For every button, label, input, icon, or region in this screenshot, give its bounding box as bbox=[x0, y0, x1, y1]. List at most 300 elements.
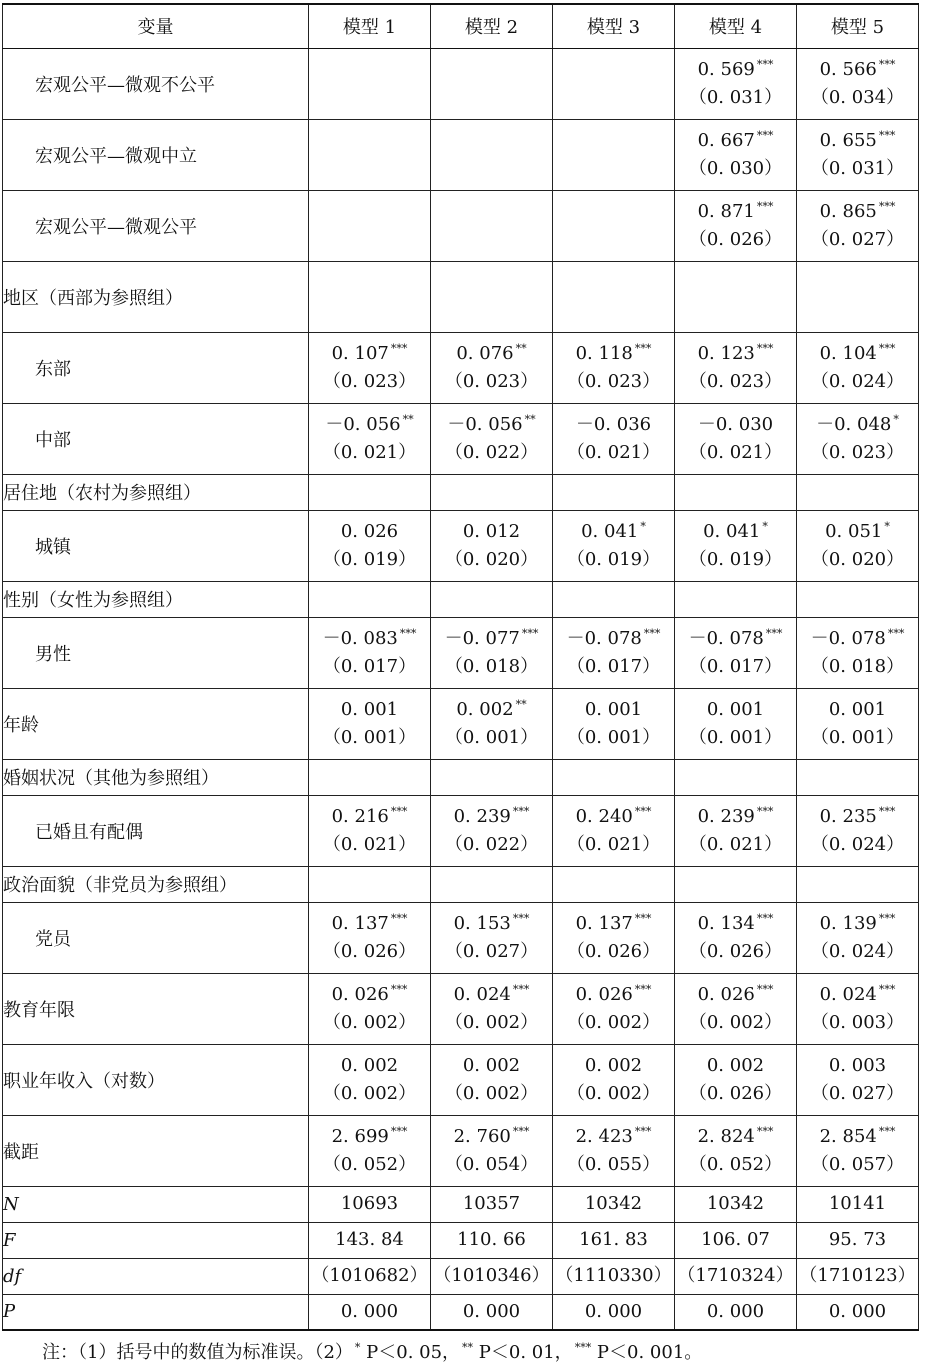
coefficient-line bbox=[675, 910, 796, 938]
coefficient: 0. 235 bbox=[819, 805, 877, 827]
standard-error: （0. 022） bbox=[444, 441, 539, 463]
coefficient-line bbox=[797, 1123, 918, 1151]
standard-error: （0. 055） bbox=[566, 1153, 661, 1175]
stat-value: 10357 bbox=[431, 1186, 553, 1222]
estimate-cell bbox=[797, 866, 919, 902]
coefficient: 0. 026 bbox=[340, 520, 399, 542]
estimate-cell bbox=[797, 1115, 919, 1186]
coefficient: 0. 239 bbox=[697, 805, 755, 827]
significance-stars: *** bbox=[390, 804, 408, 818]
note-star-1: * bbox=[354, 1341, 361, 1354]
note-prefix: 注：（1）括号中的数值为标准误。（2） bbox=[42, 1342, 353, 1363]
table-row bbox=[3, 119, 919, 190]
estimate-cell bbox=[309, 902, 431, 973]
table-row bbox=[3, 403, 919, 474]
estimate-cell bbox=[553, 119, 675, 190]
estimate-cell bbox=[797, 688, 919, 759]
coefficient: 0. 240 bbox=[575, 805, 633, 827]
significance-stars: *** bbox=[399, 626, 417, 640]
coefficient: －0. 078 bbox=[566, 627, 642, 649]
coefficient-line bbox=[431, 1052, 552, 1080]
estimate-cell bbox=[797, 581, 919, 617]
coefficient-line bbox=[553, 340, 674, 368]
standard-error: （0. 031） bbox=[810, 157, 905, 179]
estimate-cell bbox=[797, 403, 919, 474]
variable-label: 城镇 bbox=[3, 510, 309, 581]
coefficient-line bbox=[675, 1052, 796, 1080]
coefficient: 0. 003 bbox=[828, 1054, 887, 1076]
coefficient-line bbox=[675, 127, 796, 155]
estimate-cell bbox=[553, 795, 675, 866]
stat-value: 10693 bbox=[309, 1186, 431, 1222]
coefficient: 0. 012 bbox=[462, 520, 521, 542]
significance-stars: *** bbox=[634, 804, 652, 818]
coefficient: 0. 871 bbox=[697, 200, 755, 222]
estimate-cell bbox=[675, 973, 797, 1044]
estimate-cell bbox=[309, 261, 431, 332]
stat-value: 106. 07 bbox=[675, 1222, 797, 1258]
coefficient-line bbox=[431, 803, 552, 831]
standard-error: （0. 026） bbox=[322, 940, 417, 962]
coefficient-line bbox=[797, 696, 918, 724]
stat-label: P bbox=[3, 1294, 309, 1330]
stat-row bbox=[3, 1222, 919, 1258]
estimate-cell bbox=[553, 403, 675, 474]
standard-error: （0. 001） bbox=[566, 726, 661, 748]
standard-error: （0. 023） bbox=[566, 370, 661, 392]
variable-label: 宏观公平—微观不公平 bbox=[3, 48, 309, 119]
significance-stars: *** bbox=[878, 341, 896, 355]
coefficient-line bbox=[553, 411, 674, 439]
coefficient-line bbox=[309, 696, 430, 724]
significance-stars: *** bbox=[521, 626, 539, 640]
significance-stars: *** bbox=[878, 982, 896, 996]
coefficient: 0. 118 bbox=[575, 342, 633, 364]
variable-label: 婚姻状况（其他为参照组） bbox=[3, 759, 309, 795]
estimate-cell bbox=[797, 759, 919, 795]
standard-error: （0. 026） bbox=[566, 940, 661, 962]
estimate-cell bbox=[431, 1115, 553, 1186]
coefficient: 2. 824 bbox=[697, 1125, 755, 1147]
coefficient-line bbox=[675, 198, 796, 226]
standard-error: （0. 023） bbox=[688, 370, 783, 392]
standard-error: （0. 021） bbox=[688, 833, 783, 855]
estimate-cell bbox=[797, 261, 919, 332]
estimate-cell bbox=[431, 973, 553, 1044]
standard-error: （0. 022） bbox=[444, 833, 539, 855]
standard-error: （0. 021） bbox=[688, 441, 783, 463]
estimate-cell bbox=[431, 795, 553, 866]
standard-error: （0. 018） bbox=[444, 655, 539, 677]
table-row bbox=[3, 1044, 919, 1115]
significance-stars: *** bbox=[756, 128, 774, 142]
stat-value: （1710123） bbox=[797, 1258, 919, 1294]
estimate-cell bbox=[553, 759, 675, 795]
header-model-4: 模型 4 bbox=[675, 4, 797, 48]
standard-error: （0. 052） bbox=[322, 1153, 417, 1175]
stat-value: 143. 84 bbox=[309, 1222, 431, 1258]
standard-error: （0. 023） bbox=[810, 441, 905, 463]
standard-error: （0. 017） bbox=[322, 655, 417, 677]
estimate-cell bbox=[431, 261, 553, 332]
header-model-2: 模型 2 bbox=[431, 4, 553, 48]
coefficient: 0. 002 bbox=[462, 1054, 521, 1076]
significance-stars: *** bbox=[390, 341, 408, 355]
stat-value: 0. 000 bbox=[553, 1294, 675, 1330]
coefficient-line bbox=[797, 340, 918, 368]
standard-error: （0. 021） bbox=[322, 441, 417, 463]
stat-label: F bbox=[3, 1222, 309, 1258]
estimate-cell bbox=[431, 617, 553, 688]
standard-error: （0. 034） bbox=[810, 86, 905, 108]
coefficient-line bbox=[309, 803, 430, 831]
coefficient: －0. 083 bbox=[322, 627, 398, 649]
coefficient-line bbox=[675, 411, 796, 439]
estimate-cell bbox=[675, 403, 797, 474]
standard-error: （0. 017） bbox=[688, 655, 783, 677]
estimate-cell bbox=[431, 581, 553, 617]
standard-error: （0. 052） bbox=[688, 1153, 783, 1175]
coefficient: 0. 026 bbox=[575, 983, 633, 1005]
header-row bbox=[3, 4, 919, 48]
coefficient: 0. 865 bbox=[819, 200, 877, 222]
significance-stars: *** bbox=[878, 1124, 896, 1138]
stat-value: 161. 83 bbox=[553, 1222, 675, 1258]
coefficient-line bbox=[431, 411, 552, 439]
standard-error: （0. 024） bbox=[810, 833, 905, 855]
coefficient: 0. 001 bbox=[706, 698, 765, 720]
estimate-cell bbox=[431, 1044, 553, 1115]
significance-stars: ** bbox=[515, 341, 527, 355]
coefficient-line bbox=[675, 1123, 796, 1151]
estimate-cell bbox=[431, 119, 553, 190]
standard-error: （0. 002） bbox=[322, 1082, 417, 1104]
estimate-cell bbox=[675, 581, 797, 617]
standard-error: （0. 030） bbox=[688, 157, 783, 179]
coefficient: 0. 024 bbox=[819, 983, 877, 1005]
coefficient-line bbox=[553, 625, 674, 653]
standard-error: （0. 054） bbox=[444, 1153, 539, 1175]
coefficient-line bbox=[675, 803, 796, 831]
coefficient: 2. 423 bbox=[575, 1125, 633, 1147]
standard-error: （0. 002） bbox=[566, 1082, 661, 1104]
coefficient: －0. 048 bbox=[816, 413, 892, 435]
standard-error: （0. 026） bbox=[688, 1082, 783, 1104]
coefficient-line bbox=[553, 803, 674, 831]
coefficient-line bbox=[431, 1123, 552, 1151]
stat-value: 0. 000 bbox=[431, 1294, 553, 1330]
header-model-1: 模型 1 bbox=[309, 4, 431, 48]
estimate-cell bbox=[675, 261, 797, 332]
standard-error: （0. 001） bbox=[322, 726, 417, 748]
estimate-cell bbox=[675, 795, 797, 866]
variable-label: 宏观公平—微观公平 bbox=[3, 190, 309, 261]
coefficient-line bbox=[675, 518, 796, 546]
standard-error: （0. 002） bbox=[444, 1082, 539, 1104]
coefficient-line bbox=[797, 625, 918, 653]
significance-stars: *** bbox=[878, 911, 896, 925]
table-row bbox=[3, 617, 919, 688]
standard-error: （0. 027） bbox=[810, 1082, 905, 1104]
standard-error: （0. 019） bbox=[688, 548, 783, 570]
coefficient: －0. 056 bbox=[447, 413, 523, 435]
estimate-cell bbox=[797, 474, 919, 510]
standard-error: （0. 020） bbox=[444, 548, 539, 570]
stat-value: 0. 000 bbox=[309, 1294, 431, 1330]
stat-row bbox=[3, 1186, 919, 1222]
standard-error: （0. 027） bbox=[810, 228, 905, 250]
stat-row bbox=[3, 1294, 919, 1330]
estimate-cell bbox=[553, 973, 675, 1044]
stat-value: 10342 bbox=[553, 1186, 675, 1222]
coefficient-line bbox=[797, 198, 918, 226]
estimate-cell bbox=[797, 617, 919, 688]
stat-value: （1110330） bbox=[553, 1258, 675, 1294]
estimate-cell bbox=[675, 688, 797, 759]
variable-label: 年龄 bbox=[3, 688, 309, 759]
significance-stars: *** bbox=[390, 982, 408, 996]
estimate-cell bbox=[431, 688, 553, 759]
variable-label: 政治面貌（非党员为参照组） bbox=[3, 866, 309, 902]
coefficient: －0. 078 bbox=[810, 627, 886, 649]
estimate-cell bbox=[675, 119, 797, 190]
estimate-cell bbox=[431, 902, 553, 973]
estimate-cell bbox=[675, 190, 797, 261]
coefficient-line bbox=[309, 625, 430, 653]
significance-stars: *** bbox=[887, 626, 905, 640]
coefficient-line bbox=[431, 696, 552, 724]
standard-error: （0. 002） bbox=[566, 1011, 661, 1033]
variable-label: 中部 bbox=[3, 403, 309, 474]
standard-error: （0. 057） bbox=[810, 1153, 905, 1175]
significance-stars: *** bbox=[643, 626, 661, 640]
estimate-cell bbox=[431, 866, 553, 902]
significance-stars: *** bbox=[756, 341, 774, 355]
coefficient: 2. 854 bbox=[819, 1125, 877, 1147]
estimate-cell bbox=[553, 48, 675, 119]
estimate-cell bbox=[309, 474, 431, 510]
coefficient: －0. 036 bbox=[575, 413, 652, 435]
table-row bbox=[3, 48, 919, 119]
coefficient-line bbox=[675, 625, 796, 653]
table-row bbox=[3, 795, 919, 866]
estimate-cell bbox=[675, 474, 797, 510]
coefficient-line bbox=[797, 910, 918, 938]
table-row bbox=[3, 1115, 919, 1186]
coefficient: 0. 123 bbox=[697, 342, 755, 364]
group-header-row bbox=[3, 261, 919, 332]
estimate-cell bbox=[431, 474, 553, 510]
standard-error: （0. 026） bbox=[688, 228, 783, 250]
coefficient-line bbox=[797, 518, 918, 546]
standard-error: （0. 019） bbox=[322, 548, 417, 570]
coefficient-line bbox=[553, 1052, 674, 1080]
estimate-cell bbox=[797, 973, 919, 1044]
standard-error: （0. 021） bbox=[566, 833, 661, 855]
variable-label: 截距 bbox=[3, 1115, 309, 1186]
standard-error: （0. 001） bbox=[810, 726, 905, 748]
coefficient: 0. 655 bbox=[819, 129, 877, 151]
estimate-cell bbox=[431, 48, 553, 119]
coefficient-line bbox=[675, 56, 796, 84]
estimate-cell bbox=[309, 617, 431, 688]
coefficient: 0. 134 bbox=[697, 912, 755, 934]
variable-label: 宏观公平—微观中立 bbox=[3, 119, 309, 190]
estimate-cell bbox=[431, 332, 553, 403]
coefficient-line bbox=[553, 696, 674, 724]
table-body bbox=[3, 48, 919, 1330]
table-row bbox=[3, 510, 919, 581]
estimate-cell bbox=[553, 1115, 675, 1186]
stat-value: （1010682） bbox=[309, 1258, 431, 1294]
coefficient-line bbox=[309, 340, 430, 368]
significance-stars: *** bbox=[634, 1124, 652, 1138]
estimate-cell bbox=[309, 973, 431, 1044]
coefficient-line bbox=[797, 803, 918, 831]
significance-stars: *** bbox=[878, 804, 896, 818]
stat-label: df bbox=[3, 1258, 309, 1294]
coefficient: －0. 077 bbox=[444, 627, 520, 649]
header-variable: 变量 bbox=[3, 4, 309, 48]
coefficient-line bbox=[797, 1052, 918, 1080]
estimate-cell bbox=[675, 48, 797, 119]
variable-label: 职业年收入（对数） bbox=[3, 1044, 309, 1115]
estimate-cell bbox=[675, 617, 797, 688]
significance-stars: *** bbox=[756, 804, 774, 818]
estimate-cell bbox=[309, 403, 431, 474]
coefficient-line bbox=[797, 411, 918, 439]
variable-label: 东部 bbox=[3, 332, 309, 403]
coefficient-line bbox=[675, 696, 796, 724]
table-note bbox=[42, 1338, 702, 1364]
estimate-cell bbox=[309, 866, 431, 902]
coefficient: 0. 041 bbox=[703, 520, 761, 542]
table-row bbox=[3, 688, 919, 759]
estimate-cell bbox=[309, 759, 431, 795]
coefficient: 0. 569 bbox=[697, 58, 755, 80]
significance-stars: *** bbox=[634, 982, 652, 996]
estimate-cell bbox=[309, 119, 431, 190]
standard-error: （0. 020） bbox=[810, 548, 905, 570]
estimate-cell bbox=[797, 332, 919, 403]
estimate-cell bbox=[309, 1115, 431, 1186]
estimate-cell bbox=[309, 795, 431, 866]
table-row bbox=[3, 332, 919, 403]
estimate-cell bbox=[431, 510, 553, 581]
significance-stars: *** bbox=[878, 128, 896, 142]
coefficient: －0. 078 bbox=[688, 627, 764, 649]
variable-label: 性别（女性为参照组） bbox=[3, 581, 309, 617]
estimate-cell bbox=[797, 190, 919, 261]
group-header-row bbox=[3, 474, 919, 510]
coefficient: 0. 001 bbox=[828, 698, 887, 720]
significance-stars: ** bbox=[515, 697, 527, 711]
estimate-cell bbox=[309, 581, 431, 617]
variable-label: 居住地（农村为参照组） bbox=[3, 474, 309, 510]
stat-value: （1010346） bbox=[431, 1258, 553, 1294]
estimate-cell bbox=[553, 332, 675, 403]
standard-error: （0. 023） bbox=[322, 370, 417, 392]
coefficient: 0. 667 bbox=[697, 129, 755, 151]
standard-error: （0. 026） bbox=[688, 940, 783, 962]
standard-error: （0. 019） bbox=[566, 548, 661, 570]
stat-value: 95. 73 bbox=[797, 1222, 919, 1258]
standard-error: （0. 002） bbox=[322, 1011, 417, 1033]
coefficient-line bbox=[431, 910, 552, 938]
coefficient: 0. 002 bbox=[340, 1054, 399, 1076]
stat-value: 0. 000 bbox=[797, 1294, 919, 1330]
significance-stars: *** bbox=[512, 804, 530, 818]
estimate-cell bbox=[797, 1044, 919, 1115]
estimate-cell bbox=[553, 688, 675, 759]
variable-label: 党员 bbox=[3, 902, 309, 973]
standard-error: （0. 023） bbox=[444, 370, 539, 392]
coefficient: 0. 002 bbox=[584, 1054, 643, 1076]
estimate-cell bbox=[797, 119, 919, 190]
standard-error: （0. 003） bbox=[810, 1011, 905, 1033]
significance-stars: * bbox=[884, 519, 890, 533]
coefficient-line bbox=[797, 127, 918, 155]
coefficient-line bbox=[431, 625, 552, 653]
coefficient: 0. 216 bbox=[331, 805, 389, 827]
group-header-row bbox=[3, 581, 919, 617]
standard-error: （0. 018） bbox=[810, 655, 905, 677]
estimate-cell bbox=[431, 403, 553, 474]
coefficient: 0. 153 bbox=[453, 912, 511, 934]
significance-stars: *** bbox=[390, 1124, 408, 1138]
estimate-cell bbox=[553, 902, 675, 973]
estimate-cell bbox=[797, 795, 919, 866]
coefficient-line bbox=[675, 981, 796, 1009]
estimate-cell bbox=[553, 866, 675, 902]
coefficient-line bbox=[309, 1052, 430, 1080]
estimate-cell bbox=[553, 617, 675, 688]
estimate-cell bbox=[675, 1115, 797, 1186]
estimate-cell bbox=[797, 510, 919, 581]
estimate-cell bbox=[309, 1044, 431, 1115]
coefficient: 0. 024 bbox=[453, 983, 511, 1005]
significance-stars: *** bbox=[634, 911, 652, 925]
coefficient: 0. 051 bbox=[825, 520, 883, 542]
significance-stars: * bbox=[640, 519, 646, 533]
standard-error: （0. 021） bbox=[566, 441, 661, 463]
significance-stars: *** bbox=[756, 911, 774, 925]
significance-stars: *** bbox=[512, 982, 530, 996]
coefficient-line bbox=[431, 518, 552, 546]
coefficient-line bbox=[309, 1123, 430, 1151]
estimate-cell bbox=[675, 332, 797, 403]
note-p1: P＜0. 05， bbox=[360, 1342, 461, 1363]
significance-stars: *** bbox=[512, 911, 530, 925]
significance-stars: ** bbox=[524, 412, 536, 426]
coefficient: 2. 699 bbox=[331, 1125, 389, 1147]
estimate-cell bbox=[553, 190, 675, 261]
stat-value: 10141 bbox=[797, 1186, 919, 1222]
coefficient: 0. 001 bbox=[340, 698, 399, 720]
standard-error: （0. 017） bbox=[566, 655, 661, 677]
significance-stars: *** bbox=[634, 341, 652, 355]
stat-label: N bbox=[3, 1186, 309, 1222]
significance-stars: * bbox=[893, 412, 899, 426]
estimate-cell bbox=[309, 332, 431, 403]
coefficient: 0. 137 bbox=[575, 912, 633, 934]
coefficient: 0. 566 bbox=[819, 58, 877, 80]
coefficient-line bbox=[431, 981, 552, 1009]
table-row bbox=[3, 973, 919, 1044]
variable-label: 已婚且有配偶 bbox=[3, 795, 309, 866]
significance-stars: *** bbox=[390, 911, 408, 925]
stat-value: 0. 000 bbox=[675, 1294, 797, 1330]
